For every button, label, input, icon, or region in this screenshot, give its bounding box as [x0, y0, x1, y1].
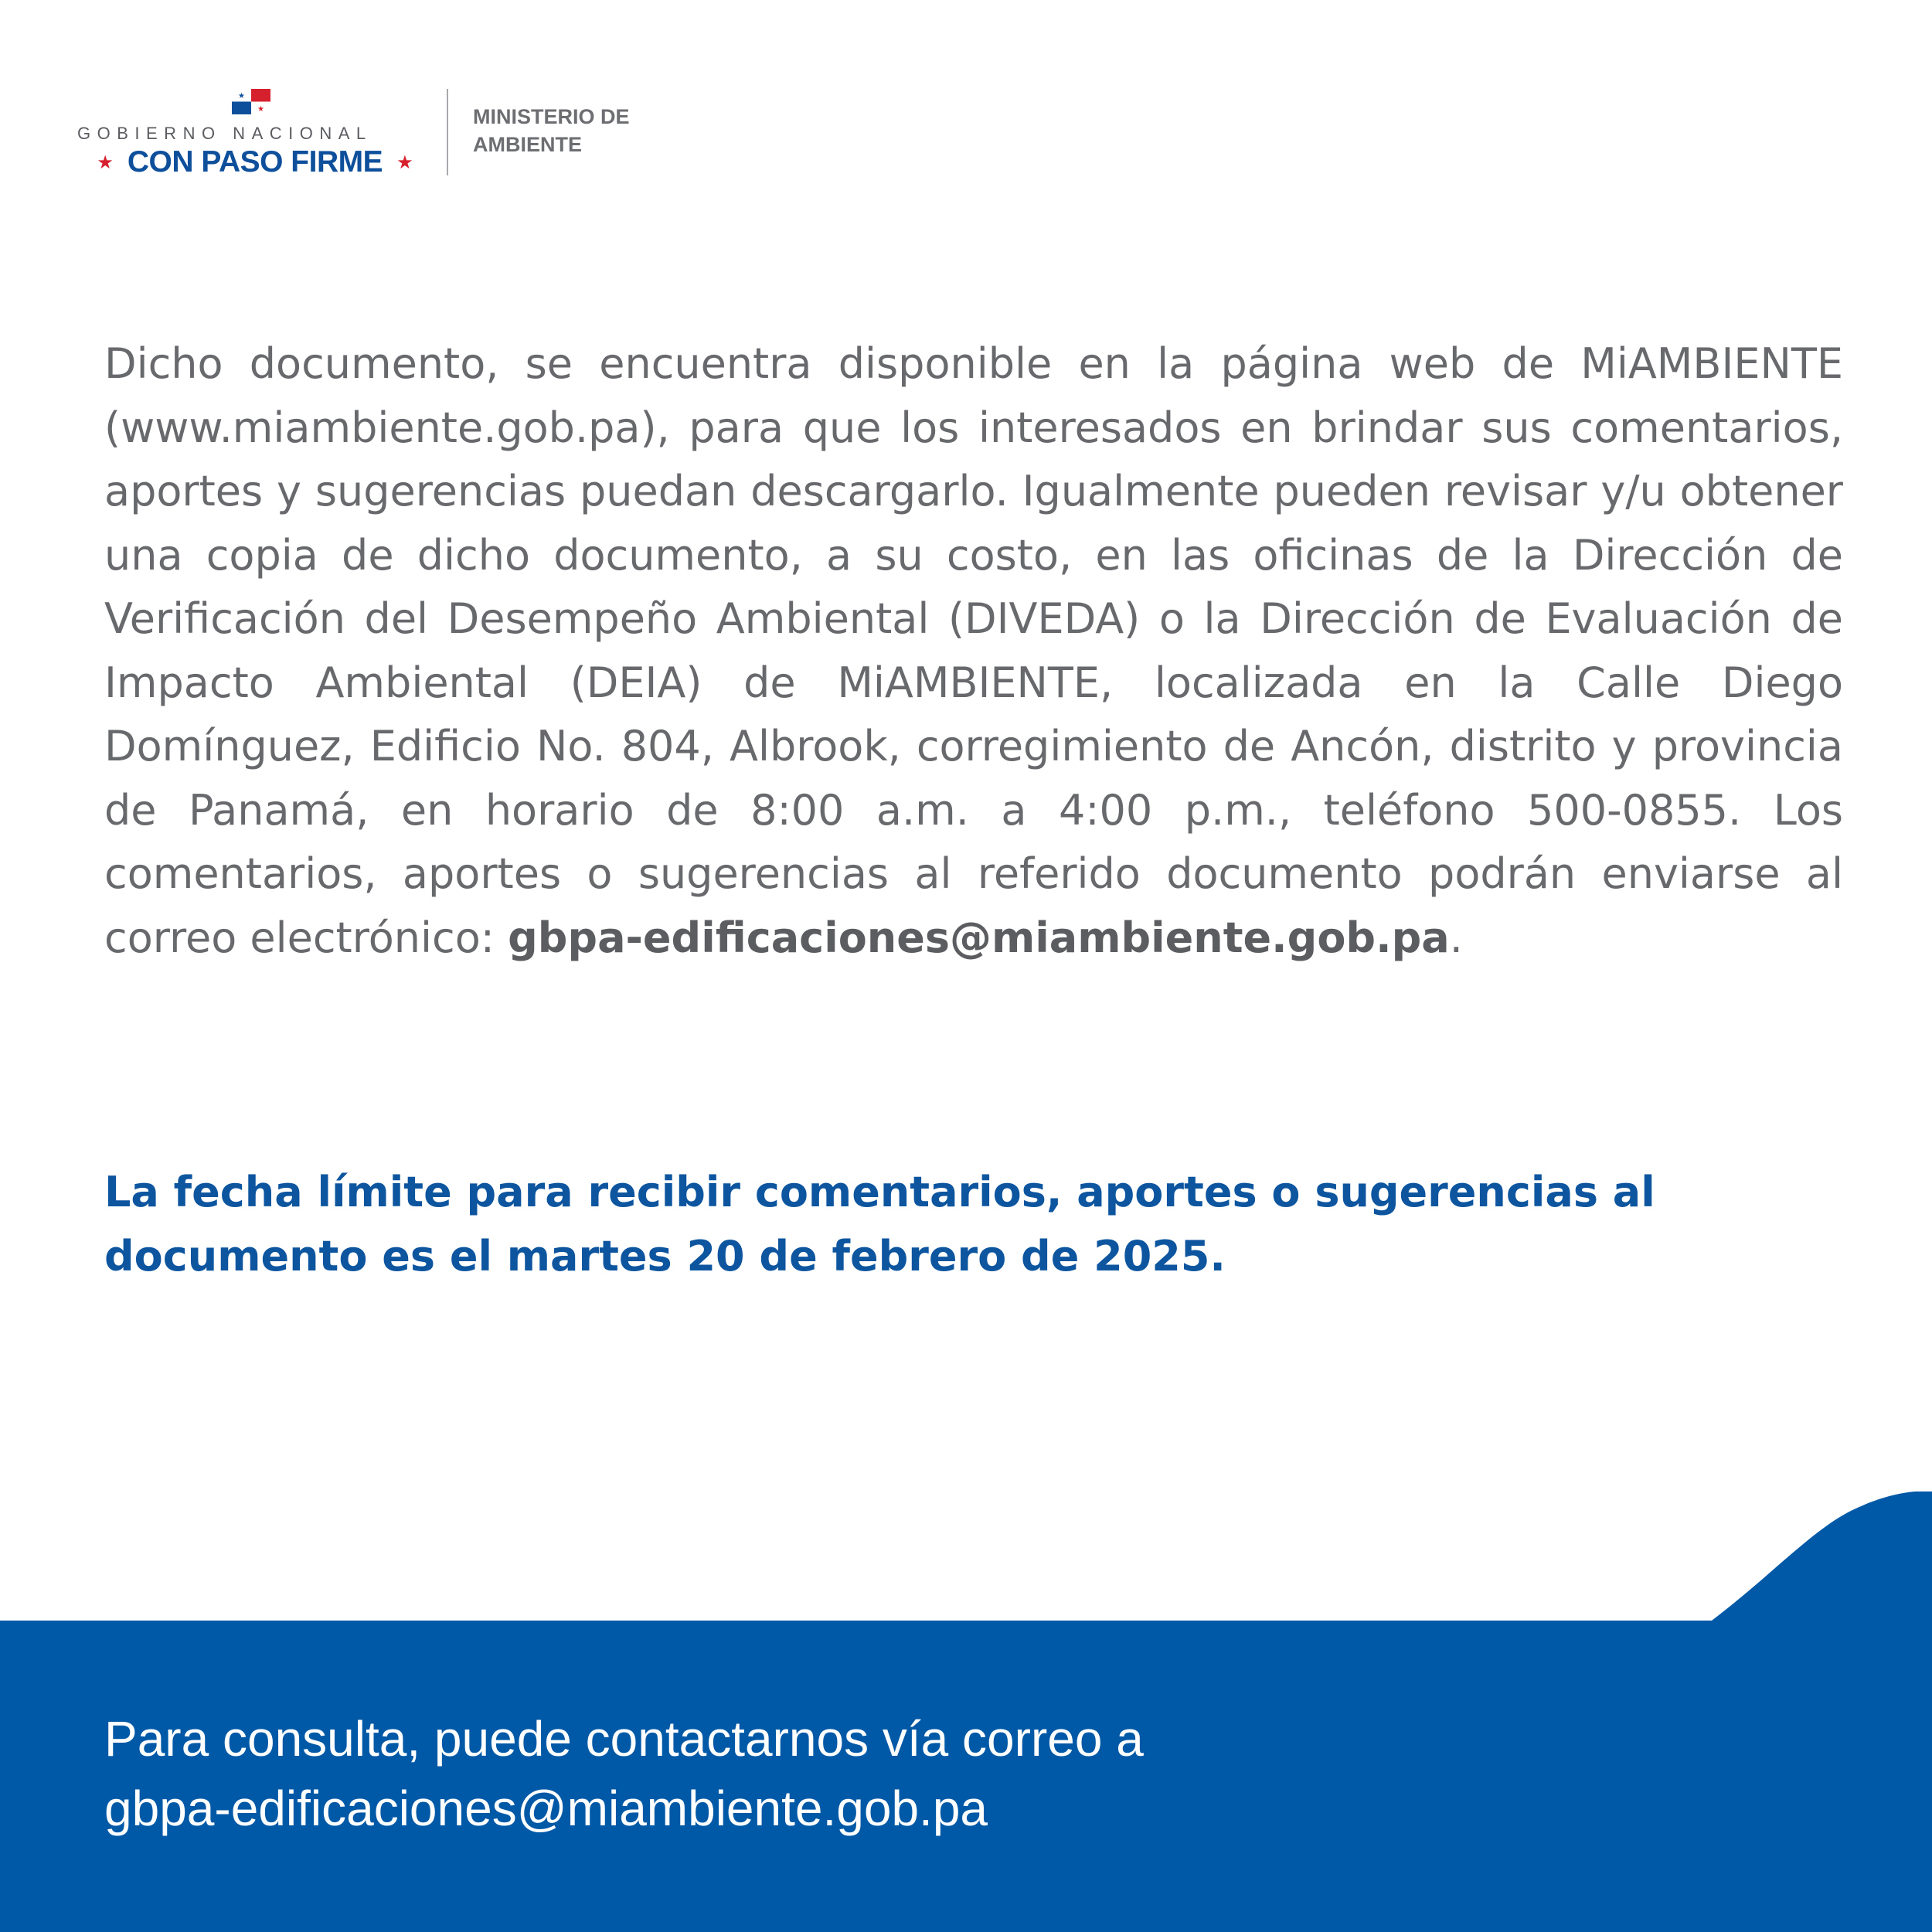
footer-contact-email[interactable]: gbpa-edificaciones@miambiente.gob.pa: [104, 1781, 988, 1836]
footer-contact-line: Para consulta, puede contactarnos vía correo a: [104, 1711, 1144, 1767]
con-paso-firme-text: CON PASO FIRME: [127, 145, 383, 179]
footer-contact: [104, 1704, 1650, 1843]
red-star-icon: ★: [97, 151, 114, 173]
red-star-icon: ★: [396, 151, 413, 173]
ministry-line-2: AMBIENTE: [473, 133, 582, 156]
svg-text:★: ★: [238, 92, 245, 100]
notice-paragraph-text: Dicho documento, se encuentra disponible en la página web de MiAMBIENTE (www.miambiente.gob.pa), para que los interesados en brindar sus comentarios, aportes y sugerencias puedan descargarlo. Igualmente pueden revisar y/u obtener una copia de dicho documento, a su costo, en las oficinas de la Dirección de Verificación del Desempeño Ambiental (DIVEDA) o la Dirección de Evaluación de Impacto Ambiental (DEIA) de MiAMBIENTE, localizada en la Calle Diego Domínguez, Edificio No. 804, Albrook, corregimiento de Ancón, distrito y provincia de Panamá, en horario de 8:00 a.m. a 4:00 p.m., teléfono 500-0855. Los comentarios, aportes o sugerencias al referido documento podrán enviarse al correo electrónico:: [104, 339, 1843, 962]
notice-paragraph: [104, 332, 1843, 970]
gobierno-nacional-label: GOBIERNO NACIONAL: [77, 124, 372, 143]
email-period: .: [1449, 913, 1463, 962]
con-paso-firme-wordmark: [77, 143, 433, 182]
ministry-line-1: MINISTERIO DE: [473, 105, 630, 128]
panama-flag-icon: [232, 89, 270, 114]
header-divider: [447, 89, 448, 175]
email-address-bold[interactable]: gbpa-edificaciones@miambiente.gob.pa: [508, 913, 1450, 962]
svg-text:★: ★: [257, 105, 264, 114]
ministry-name: [473, 103, 630, 158]
government-header: [77, 81, 696, 182]
deadline-notice: La fecha límite para recibir comentarios, aportes o sugerencias al documento es el martes 20 de febrero de 2025.: [104, 1168, 1655, 1281]
